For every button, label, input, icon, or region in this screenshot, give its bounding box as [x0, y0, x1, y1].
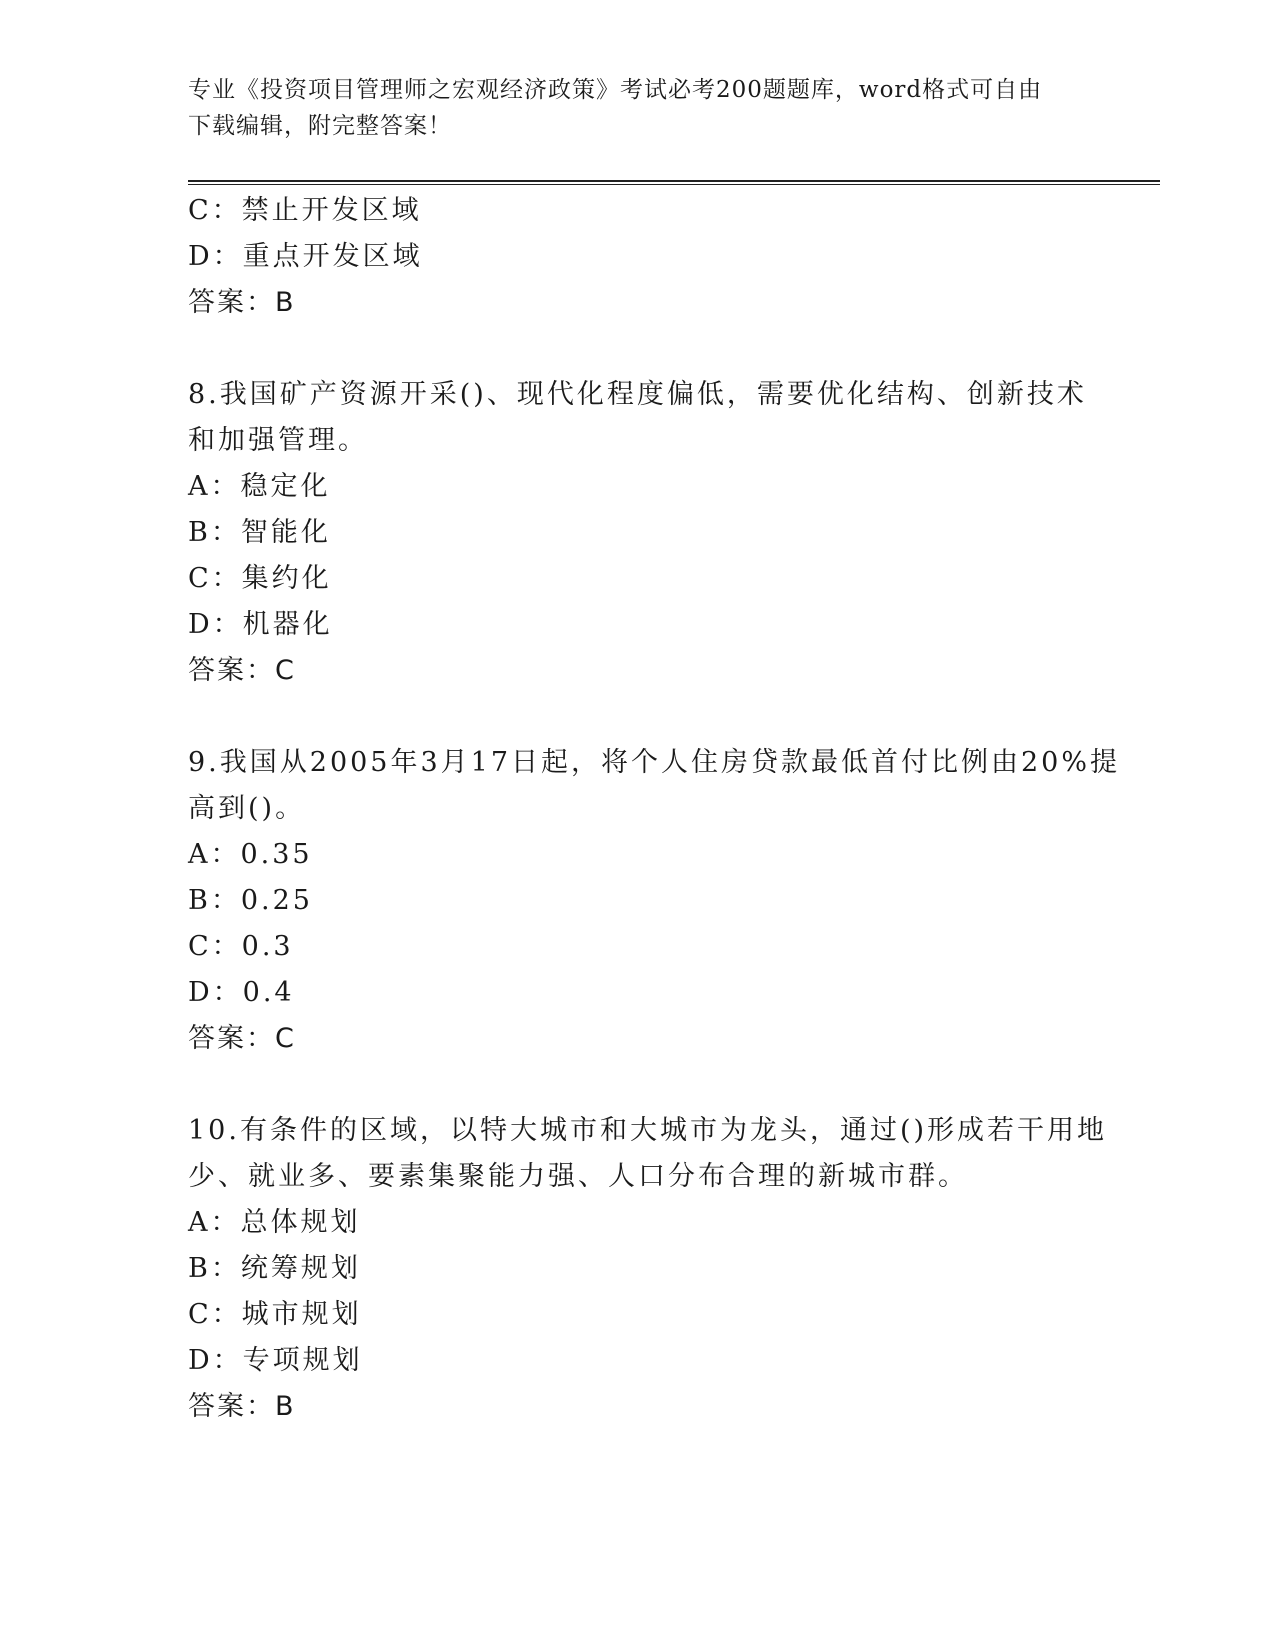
option-d: D：0.4 [188, 977, 295, 1008]
question-content [188, 188, 1121, 1430]
option-a: A：总体规划 [188, 1207, 361, 1238]
answer-line: 答案：B [188, 287, 296, 318]
option-b: B：0.25 [188, 885, 313, 916]
question-stem-line: 和加强管理。 [188, 425, 368, 456]
header-divider [188, 180, 1160, 185]
option-c: C：0.3 [188, 931, 294, 962]
header-line-2: 下载编辑，附完整答案！ [188, 113, 452, 139]
spacer [188, 326, 1088, 372]
option-c: C：集约化 [188, 563, 332, 594]
question-9 [188, 740, 1121, 1062]
answer-line: 答案：C [188, 1023, 296, 1054]
option-d: D：重点开发区域 [188, 241, 423, 272]
question-stem-line: 8.我国矿产资源开采()、现代化程度偏低，需要优化结构、创新技术 [188, 379, 1087, 410]
question-8 [188, 372, 1088, 694]
option-d: D：专项规划 [188, 1345, 363, 1376]
answer-line: 答案：C [188, 655, 296, 686]
option-a: A：稳定化 [188, 471, 331, 502]
option-b: B：智能化 [188, 517, 331, 548]
spacer [188, 1062, 1088, 1108]
question-stem-line: 高到()。 [188, 793, 306, 824]
option-c: C：禁止开发区域 [188, 195, 422, 226]
option-c: C：城市规划 [188, 1299, 362, 1330]
spacer [188, 694, 1088, 740]
question-stem-line: 10.有条件的区域，以特大城市和大城市为龙头，通过()形成若干用地 [188, 1115, 1108, 1146]
option-a: A：0.35 [188, 839, 313, 870]
question-stem-line: 9.我国从2005年3月17日起，将个人住房贷款最低首付比例由20%提 [188, 747, 1121, 778]
document-header [188, 72, 1088, 144]
question-7-fragment [188, 188, 1088, 326]
option-d: D：机器化 [188, 609, 333, 640]
answer-line: 答案：B [188, 1391, 296, 1422]
header-line-1: 专业《投资项目管理师之宏观经济政策》考试必考200题题库，word格式可自由 [188, 77, 1043, 103]
option-b: B：统筹规划 [188, 1253, 361, 1284]
question-stem-line: 少、就业多、要素集聚能力强、人口分布合理的新城市群。 [188, 1161, 968, 1192]
question-10 [188, 1108, 1108, 1430]
